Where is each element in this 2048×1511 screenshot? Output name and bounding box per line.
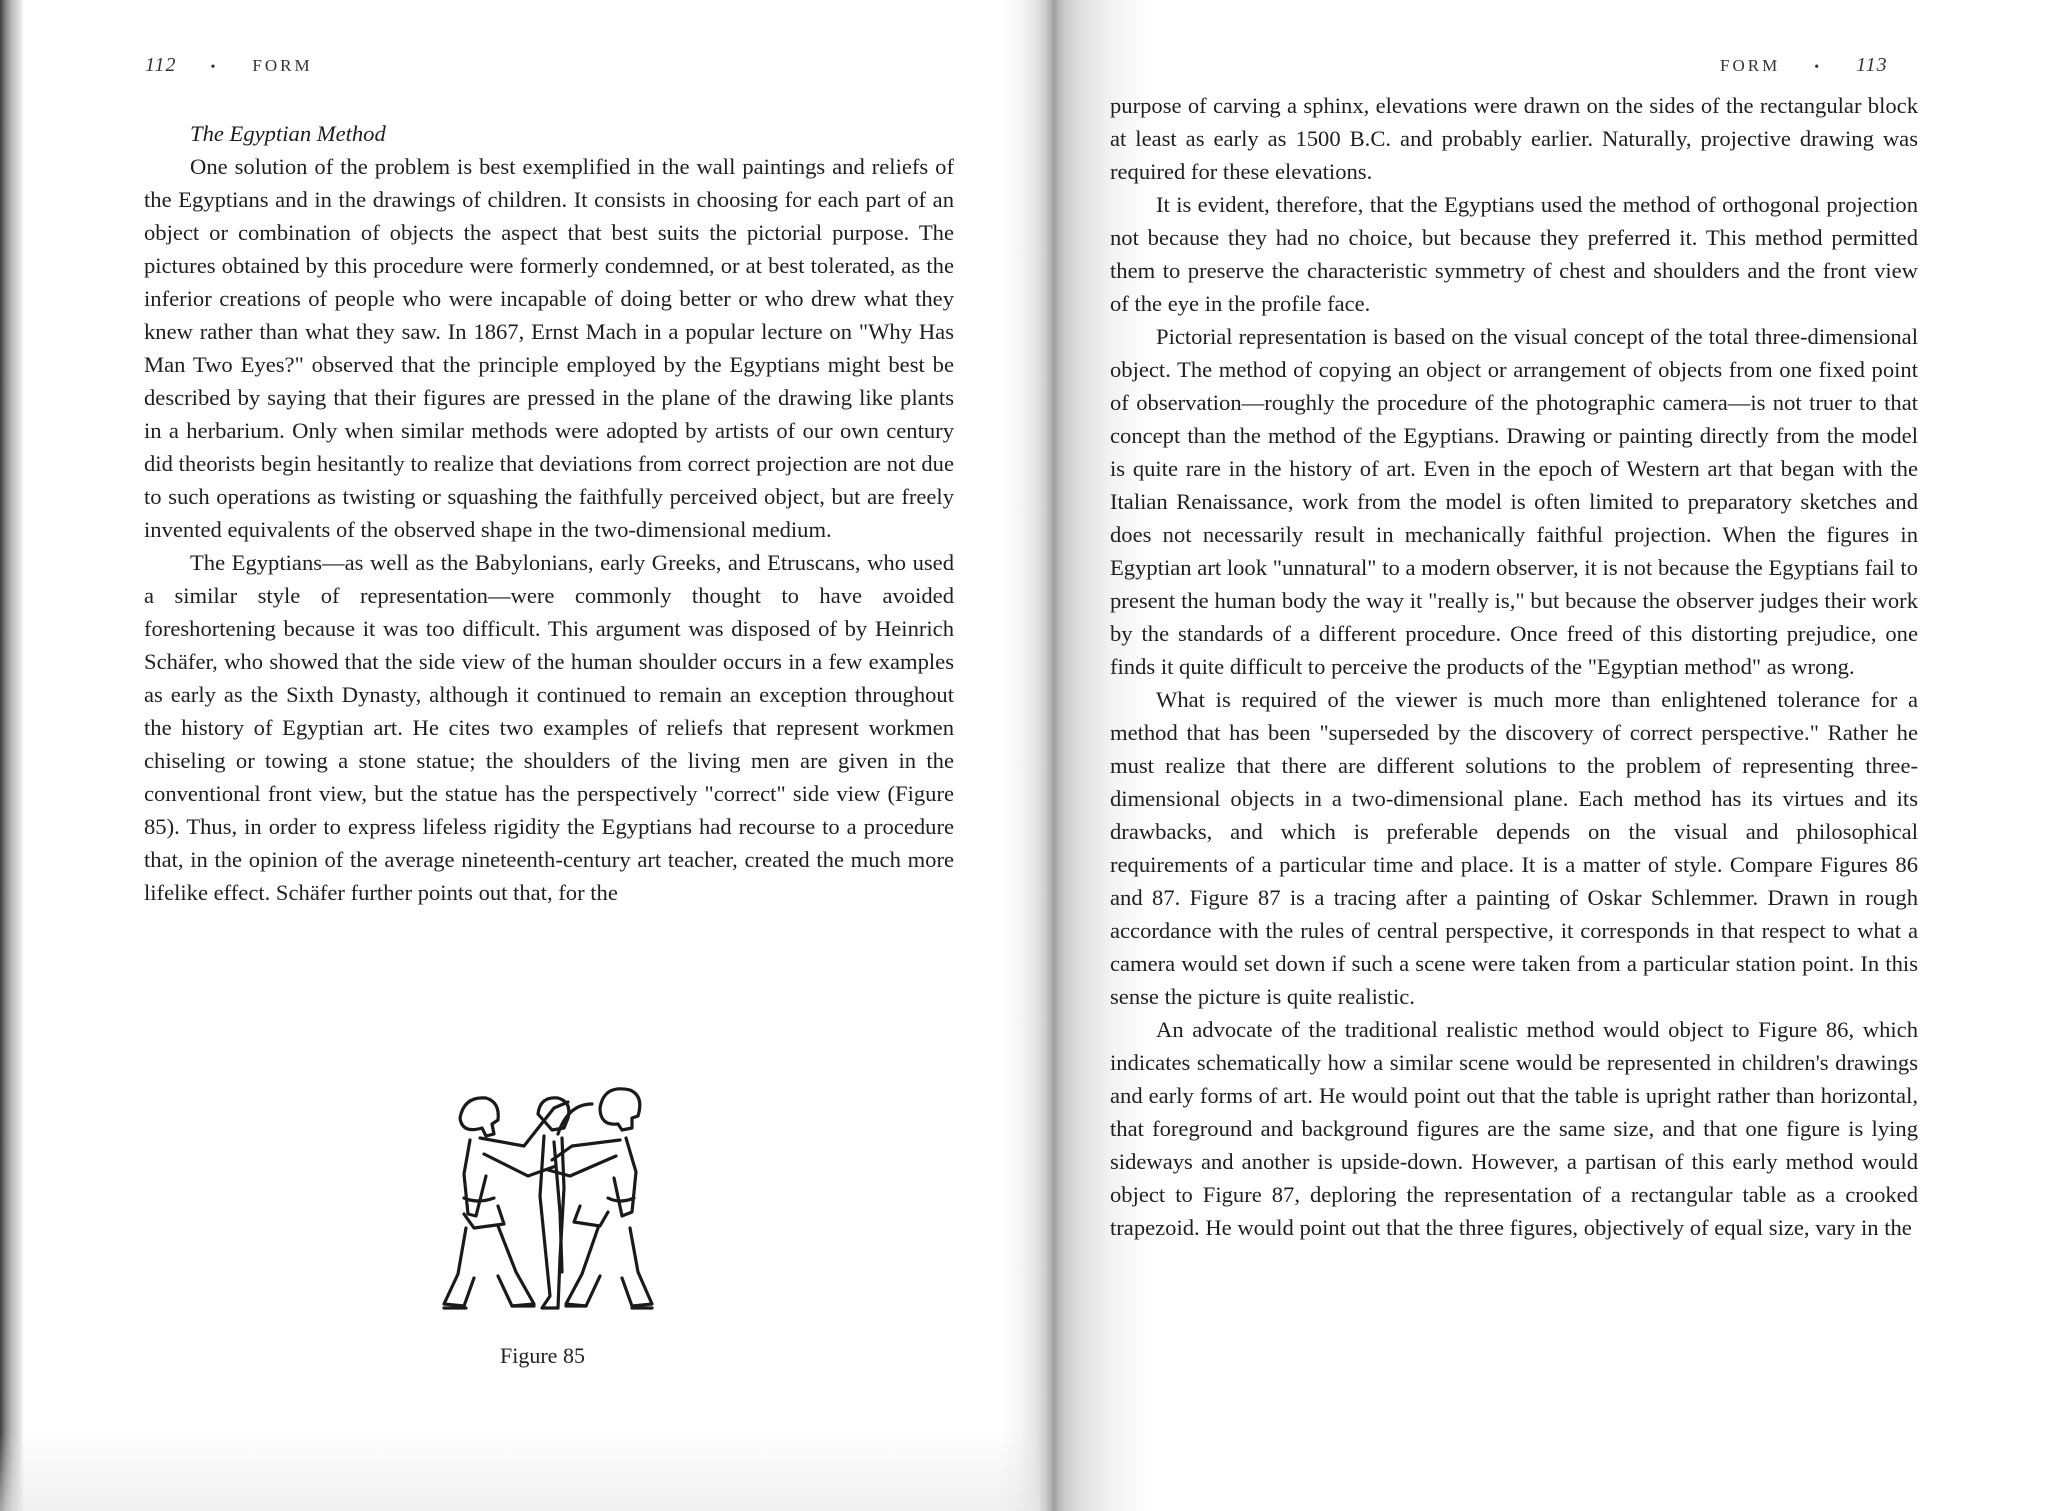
paragraph: The Egyptians—as well as the Babylonians, early Greeks, and Etruscans, who used a similar style of representation—were commonly thought to have avoided foreshortening because it was too difficult. This argument was disposed of by Heinrich Schäfer, who showed that the side view of the human shoulder occurs in a few examples as early as the Sixth Dynasty, although it continued to remain an exception throughout the history of Egyptian art. He cites two examples of reliefs that represent workmen chiseling or towing a stone statue; the shoulders of the living men are given in the conventional front view, but the statue has the perspectively "correct" side view (Figure 85). Thus, in order to express lifeless rigidity the Egyptians had recourse to a procedure that, in the opinion of the average nineteenth-century art teacher, created the much more lifelike effect. Schäfer further points out that, for the xyxy=(144,550,954,905)
section-heading: The Egyptian Method xyxy=(190,121,386,146)
right-running-head xyxy=(1720,54,1888,77)
figure-85-illustration xyxy=(440,1078,660,1338)
paragraph: purpose of carving a sphinx, elevations were drawn on the sides of the rectangular block at least as early as 1500 B.C. and probably earlier. Naturally, projective drawing was required for these elevations. xyxy=(1110,93,1918,184)
left-page-number: 112 xyxy=(145,54,177,76)
paragraph: An advocate of the traditional realistic method would object to Figure 86, which indicates schematically how a similar scene would be represented in children's drawings and early forms of art. He would point out that the table is upright rather than horizontal, that foreground and background figures are the same size, and that one figure is lying sideways and another is upside-down. However, a partisan of this early method would object to Figure 87, deploring the representation of a rectangular table as a crooked trapezoid. He would point out that the three figures, objectively of equal size, vary in the xyxy=(1110,1017,1918,1240)
right-page-text xyxy=(1110,89,1918,1244)
left-page-text xyxy=(144,117,954,909)
page-bottom-shade xyxy=(0,1431,1040,1511)
left-running-head xyxy=(145,54,313,77)
paragraph: Pictorial representation is based on the visual concept of the total three-dimensional object. The method of copying an object or arrangement of objects from one fixed point of observation—roughly the procedure of the photographic camera—is not truer to that concept than the method of the Egyptians. Drawing or painting directly from the model is quite rare in the history of art. Even in the epoch of Western art that began with the Italian Renaissance, work from the model is often limited to preparatory sketches and does not necessarily result in mechanically faithful projection. When the figures in Egyptian art look "unnatural" to a modern observer, it is not because the Egyptians fail to present the human body the way it "really is," but because the observer judges their work by the standards of a different procedure. Once freed of this distorting prejudice, one finds it quite difficult to perceive the products of the "Egyptian method" as wrong. xyxy=(1110,324,1918,679)
book-edge-shadow xyxy=(0,0,24,1511)
figure-caption: Figure 85 xyxy=(500,1343,585,1368)
running-head-bullet: • xyxy=(210,60,219,75)
paragraph: What is required of the viewer is much more than enlightened tolerance for a method that has been "superseded by the discovery of correct perspective." Rather he must realize that there are different solutions to the problem of representing three-dimensional objects in a two-dimensional plane. Each method has its virtues and its drawbacks, and which is preferable depends on the visual and philosophical requirements of a particular time and place. It is a matter of style. Compare Figures 86 and 87. Figure 87 is a tracing after a painting of Oskar Schlemmer. Drawn in rough accordance with the rules of central perspective, it corresponds in that respect to what a camera would set down if such a scene were taken from a particular station point. In this sense the picture is quite realistic. xyxy=(1110,687,1918,1009)
right-page-number: 113 xyxy=(1856,54,1888,76)
paragraph: One solution of the problem is best exemplified in the wall paintings and reliefs of the Egyptians and in the drawings of children. It consists in choosing for each part of an object or combination of objects the aspect that best suits the pictorial purpose. The pictures obtained by this procedure were formerly condemned, or at best tolerated, as the inferior creations of people who were incapable of doing better or who drew what they knew rather than what they saw. In 1867, Ernst Mach in a popular lecture on "Why Has Man Two Eyes?" observed that the principle employed by the Egyptians might best be described by saying that their figures are pressed in the plane of the drawing like plants in a herbarium. Only when similar methods were adopted by artists of our own century did theorists begin hesitantly to realize that deviations from correct projection are not due to such operations as twisting or squashing the faithfully perceived object, but are freely invented equivalents of the observed shape in the two-dimensional medium. xyxy=(144,154,954,542)
right-running-title: FORM xyxy=(1720,56,1781,75)
running-head-bullet: • xyxy=(1814,60,1823,75)
paragraph: It is evident, therefore, that the Egyptians used the method of orthogonal projection not because they had no choice, but because they preferred it. This method permitted them to preserve the characteristic symmetry of chest and shoulders and the front view of the eye in the profile face. xyxy=(1110,192,1918,316)
left-running-title: FORM xyxy=(252,56,313,75)
egyptian-figures-drawing xyxy=(440,1078,660,1328)
